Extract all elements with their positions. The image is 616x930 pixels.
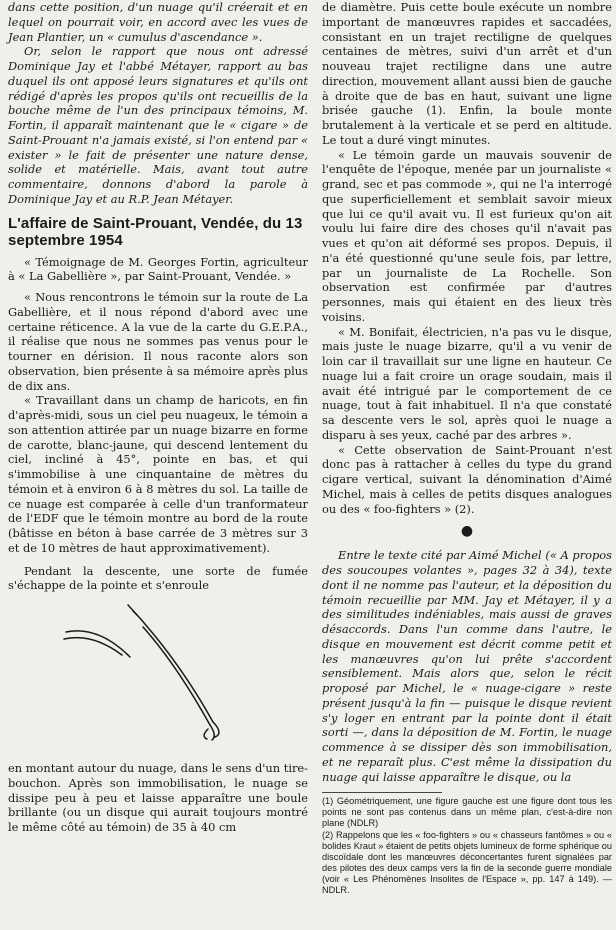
bonifait-paragraph: « M. Bonifait, électricien, n'a pas vu le disque, mais juste le nuage bizarre, qu'il a vu venir de loin car il travaillait sur une ligne en hauteur. Ce nuage lui a fait croire un orage soudain, mais il avait été intrigué par le comportement de ce nuage, tout à fait inhabituel. Il n'a que constaté sa descente vers le sol, après quoi le nuage a disparu à ses yeux, caché par des arbres ». bbox=[322, 324, 612, 442]
testimony-paragraph-3: Pendant la descente, une sorte de fumée s'échappe de la pointe et s'enroule bbox=[8, 563, 308, 593]
testimony-paragraph-4: en montant autour du nuage, dans le sens d'un tire-bouchon. Après son immobilisation, le nuage se dissipe peu à peu et laisse apparaître une boule brillante (ou un disque qui aurait toujours montré le même côté au témoin) de 35 à 40 cm bbox=[8, 761, 308, 834]
report-paragraph: Or, selon le rapport que nous ont adressé Dominique Jay et l'abbé Métayer, rapport au bas duquel ils ont apposé leurs signatures et qu'ils ont rédigé d'après les propos qu'ils ont recueillis de la bouche même de l'un des principaux témoins, M. Fortin, il apparaît maintenant que le « cigare » de Saint-Prouant n'a jamais existé, si l'on entend par « exister » le fait de présenter une nature dense, solide et matérielle. Mais, avant tout autre commentaire, donnons d'abord la parole à Dominique Jay et au R.P. Jean Métayer. bbox=[8, 44, 308, 206]
testimony-paragraph-2: « Travaillant dans un champ de haricots, en fin d'après-midi, sous un ciel peu nuageux, le témoin a son attention attirée par un nuage bizarre en forme de carotte, blanc-jaune, qui descend lentement du ciel, incliné à 45°, pointe en bas, et qui s'immobilise à une cinquantaine de mètres du témoin et à environ 6 à 8 mètres du sol. La taille de ce nuage est comparée à celle d'un tranformateur de l'EDF que le témoin montre au bord de la route (bâtisse en béton à base carrée de 3 mètres sur 3 et de 10 mètres de haut approximativement). bbox=[8, 393, 308, 555]
conclusion-paragraph: « Cette observation de Saint-Prouant n'est donc pas à rattacher à celles du type du grand cigare vertical, suivant la dénomination d'Aimé Michel, mais à celles de petits disques analogues ou des « foo-fighters » (2). bbox=[322, 442, 612, 516]
intro-paragraph: dans cette position, d'un nuage qu'il créerait et en lequel on pourrait voir, en accord avec les vues de Jean Plantier, un « cumulus d'ascendance ». bbox=[8, 0, 308, 44]
footnote-2: (2) Rappelons que les « foo-fighters » ou « chasseurs fantômes » ou « bolides Kraut » étaient de petits objets lumineux de forme sphérique ou discoïdale dont les manœuvres déconcertantes furent signalées par des pilotes des deux camps vers la fin de la seconde guerre mondiale (voir « Les Phénomènes Insolites de l'Espace », pp. 147 à 149). — NDLR. bbox=[322, 830, 612, 896]
footnote-divider bbox=[322, 792, 442, 793]
section-heading: L'affaire de Saint-Prouant, Vendée, du 13 septembre 1954 bbox=[8, 214, 303, 249]
footnote-1: (1) Géométriquement, une figure gauche est une figure dont tous les points ne sont pas contenus dans un même plan, c'est-à-dire non plane (NDLR) bbox=[322, 796, 612, 829]
cigar-sketch-figure bbox=[8, 597, 308, 757]
testimony-paragraph-1: « Nous rencontrons le témoin sur la route de La Gabellière, et il nous répond d'abord avec une certaine réticence. A la vue de la carte du G.E.P.A., il réalise que nous ne sommes pas venus pour le tourner en dérision. Il nous raconte alors son observation, bien présente à sa mémoire après plus de dix ans. bbox=[8, 290, 308, 393]
section-bullet: ● bbox=[460, 523, 474, 540]
cigar-sketch-icon bbox=[8, 597, 308, 757]
continuation-paragraph: de diamètre. Puis cette boule exécute un nombre important de manœuvres rapides et saccadées, consistant en un trajet rectiligne de quelques centaines de mètres, suivi d'un arrêt et d'un nouveau trajet rectiligne dans une autre direction, mouvement allant aussi bien de gauche à droite que de bas en haut, suivant une ligne brisée gauche (1). Enfin, la boule monte brutalement à la verticale et se perd en altitude. Le tout a duré vingt minutes. bbox=[322, 0, 612, 147]
comparison-paragraph: Entre le texte cité par Aimé Michel (« A propos des soucoupes volantes », pages 32 à 34), texte dont il ne nomme pas l'auteur, et la déposition du témoin recueillie par MM. Jay et Métayer, il y a des similitudes indéniables, mais aussi de graves désaccords. Dans l'un comme dans l'autre, le disque en mouvement est décrit comme petit et les manœuvres qu'on lui prête s'accordent sensiblement. Mais alors que, selon le récit proposé par Michel, le « nuage-cigare » reste présent jusqu'à la fin — puisque le disque revient s'y loger en entrant par la pointe dont il était sorti —, dans la déposition de M. Fortin, le nuage commence à se dissiper dès son immobilisation, et ne reparaît plus. C'est même la dissipation du nuage qui laisse apparaître le disque, ou la bbox=[322, 548, 612, 784]
left-column bbox=[8, 0, 308, 835]
right-column bbox=[322, 0, 612, 897]
testimony-title: « Témoignage de M. Georges Fortin, agriculteur à « La Gabellière », par Saint-Prouant, Vendée. » bbox=[8, 254, 308, 284]
investigator-paragraph: « Le témoin garde un mauvais souvenir de l'enquête de l'époque, menée par un journaliste « grand, sec et pas commode », qui ne l'a interrogé que superficiellement et semblait savoir mieux que lui ce qu'il avait vu. Il est furieux qu'on ait voulu lui faire dire des choses qu'il n'avait pas vues et qu'on ait déformé ses propos. Depuis, il n'a été questionné qu'une seule fois, par lettre, par un journaliste de La Rochelle. Son observation est confirmée par d'autres personnes, mais qui étaient en des lieux très voisins. bbox=[322, 147, 612, 324]
